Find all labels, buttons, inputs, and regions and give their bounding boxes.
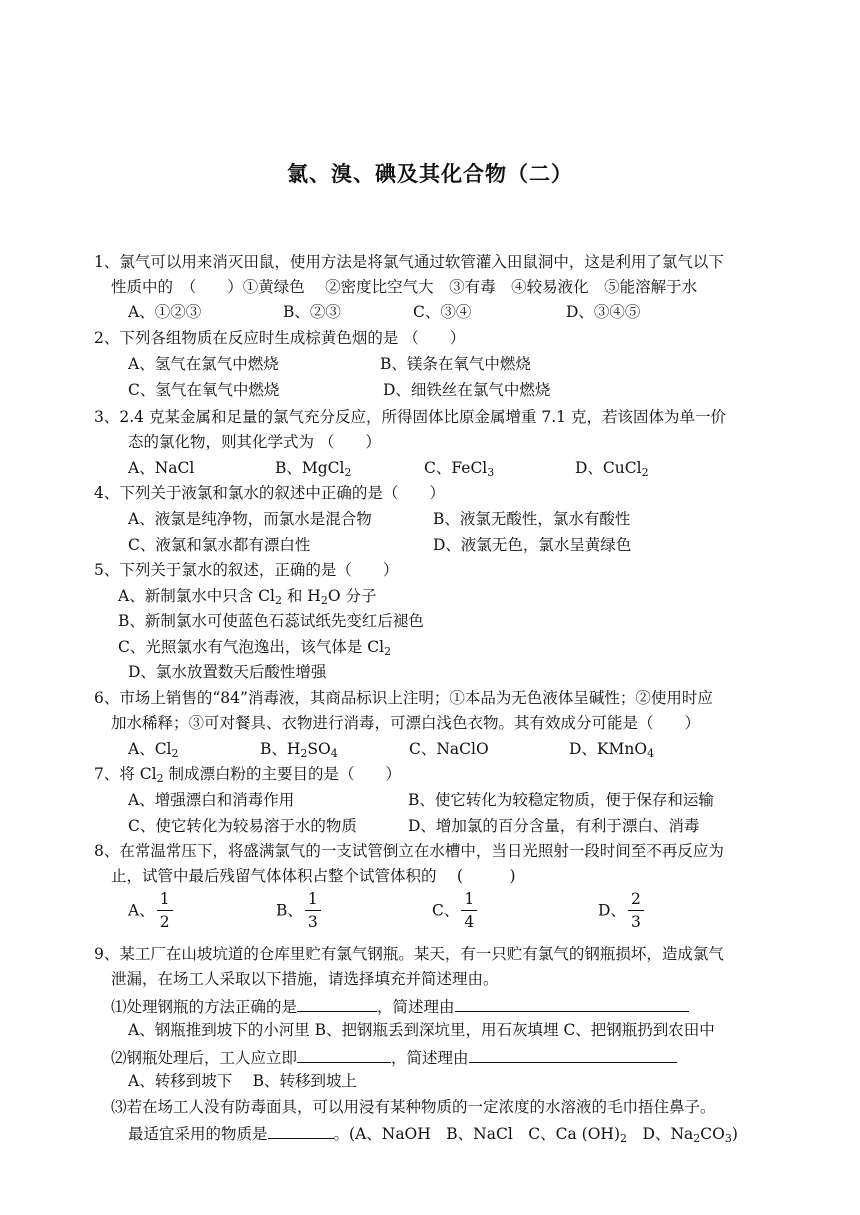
q6-stem-line1: 6、市场上销售的“84”消毒液，其商品标识上注明；①本品为无色液体呈碱性；②使用时应	[94, 689, 713, 707]
q4-options-row1	[0, 509, 860, 529]
q7-option-d: D、增加氯的百分含量，有利于漂白、消毒	[408, 817, 700, 835]
q2-option-b: B、镁条在氧气中燃烧	[380, 355, 531, 373]
q7-options-row1	[0, 790, 860, 810]
q1-stem-line1: 1、氯气可以用来消灭田鼠，使用方法是将氯气通过软管灌入田鼠洞中，这是利用了氯气以下	[94, 253, 724, 271]
q5-option-c-pre: C、光照氯水有气泡逸出，该气体是 Cl	[118, 638, 385, 656]
q2-options-row2	[0, 380, 860, 400]
q9-part3-line1: ⑶若在场工人没有防毒面具，可以用浸有某种物质的一定浓度的水溶液的毛巾捂住鼻子。	[111, 1098, 716, 1116]
q6-option-b	[260, 739, 338, 759]
q9-part1-prompt: ⑴处理钢瓶的方法正确的是	[111, 998, 298, 1016]
q5-option-b: B、新制氯水可使蓝色石蕊试纸先变红后褪色	[118, 612, 424, 630]
q8-option-c-label: C、	[432, 901, 460, 920]
q8-option-b-denominator: 3	[307, 913, 318, 931]
q3-options	[0, 458, 860, 478]
q5-option-a-sub2: 2	[320, 594, 328, 607]
q9-stem-line2: 泄漏，在场工人采取以下措施，请选择填充并简述理由。	[111, 970, 499, 988]
q6-option-b-sub: 2	[300, 747, 308, 760]
q8-option-a-fraction	[157, 889, 173, 932]
q8-option-b-fraction	[305, 889, 321, 932]
q9-part3-options-end: )	[731, 1125, 738, 1143]
q9-part1	[111, 995, 689, 1017]
q9-part3-prompt: 最适宜采用的物质是	[128, 1125, 268, 1143]
q9-part3-sub2: 2	[693, 1132, 701, 1145]
q4-stem: 4、下列关于液氯和氯水的叙述中正确的是（ ）	[94, 484, 445, 502]
q9-part1-reason-label: ，简述理由	[377, 998, 455, 1016]
q9-part2-options: A、转移到坡下 B、转移到坡上	[128, 1072, 358, 1090]
q5-option-d: D、氯水放置数天后酸性增强	[128, 663, 327, 681]
q8-option-c-numerator: 1	[461, 889, 477, 911]
q9-part1-reason-blank[interactable]	[455, 995, 689, 1012]
q5-option-a	[118, 586, 376, 606]
q3-option-c	[424, 458, 494, 478]
q6-option-a-text: A、Cl	[128, 740, 172, 758]
q8-option-a-numerator: 1	[157, 889, 173, 911]
q1-option-c: C、③④	[413, 303, 472, 321]
q5-option-a-post: O 分子	[327, 587, 377, 605]
q3-option-a: A、NaCl	[128, 459, 195, 477]
q7-stem-post: 制成漂白粉的主要目的是（ ）	[163, 765, 402, 783]
q9-part2	[111, 1046, 677, 1068]
q9-part2-prompt: ⑵钢瓶处理后，工人应立即	[111, 1049, 298, 1067]
q8-option-d-fraction	[628, 889, 644, 932]
q3-stem-line2: 态的氯化物，则其化学式为 （ ）	[128, 433, 381, 451]
q3-option-d-sub: 2	[641, 466, 649, 479]
q6-option-b-post: SO	[307, 740, 331, 758]
q6-option-d-sub: 4	[647, 747, 655, 760]
q1-option-d: D、③④⑤	[566, 303, 641, 321]
q1-stem-line2: 性质中的 （ ）①黄绿色 ②密度比空气大 ③有毒 ④较易液化 ⑤能溶解于水	[111, 278, 698, 296]
q5-option-c-sub: 2	[384, 645, 392, 658]
q6-option-c: C、NaClO	[409, 740, 489, 758]
q7-stem-pre: 7、将 Cl	[94, 765, 157, 783]
q9-part2-reason-label: ，简述理由	[391, 1049, 469, 1067]
q5-option-a-sub1: 2	[274, 594, 282, 607]
q6-option-b-sub2: 4	[330, 747, 338, 760]
q1-options	[0, 302, 860, 322]
q8-option-a	[128, 889, 173, 932]
q9-part1-options: A、钢瓶推到坡下的小河里 B、把钢瓶丢到深坑里，用石灰填埋 C、把钢瓶扔到农田中	[128, 1021, 715, 1039]
q6-option-a-sub: 2	[171, 747, 179, 760]
q9-part3-sub1: 2	[620, 1132, 628, 1145]
q6-options	[0, 739, 860, 759]
q6-option-d-text: D、KMnO	[569, 740, 648, 758]
q4-options-row2	[0, 535, 860, 555]
q9-part2-answer-blank[interactable]	[297, 1046, 391, 1063]
q2-option-a: A、氢气在氯气中燃烧	[128, 355, 279, 373]
q8-stem-line2: 止，试管中最后残留气体体积占整个试管体积的 ( )	[111, 867, 516, 885]
q9-part2-reason-blank[interactable]	[469, 1046, 677, 1063]
q4-option-c: C、液氯和氯水都有漂白性	[128, 536, 311, 554]
q3-option-b-text: B、MgCl	[275, 459, 345, 477]
q8-option-b-numerator: 1	[305, 889, 321, 911]
q7-stem	[94, 764, 401, 784]
q8-option-b-label: B、	[276, 901, 303, 920]
q2-stem: 2、下列各组物质在反应时生成棕黄色烟的是 （ ）	[94, 329, 466, 347]
q8-option-c	[432, 889, 477, 932]
q7-options-row2	[0, 816, 860, 836]
q9-part3-sub3: 3	[724, 1132, 732, 1145]
q7-option-c: C、使它转化为较易溶于水的物质	[128, 817, 357, 835]
q8-options	[0, 889, 860, 933]
q8-option-d-numerator: 2	[628, 889, 644, 911]
q5-stem: 5、下列关于氯水的叙述，正确的是（ ）	[94, 561, 399, 579]
q3-option-c-sub: 3	[487, 466, 495, 479]
q9-part1-answer-blank[interactable]	[297, 995, 377, 1012]
q7-stem-sub: 2	[156, 772, 164, 785]
q2-option-d: D、细铁丝在氯气中燃烧	[383, 381, 551, 399]
q8-option-d-denominator: 3	[630, 913, 641, 931]
q7-option-a: A、增强漂白和消毒作用	[128, 791, 295, 809]
q8-option-a-label: A、	[128, 901, 155, 920]
q3-option-b	[275, 458, 352, 478]
q5-option-a-pre: A、新制氯水中只含 Cl	[118, 587, 275, 605]
q9-part3-options-3: CO	[700, 1125, 725, 1143]
q8-option-b	[276, 889, 321, 932]
q9-part3-options-2: D、Na	[627, 1125, 694, 1143]
q8-option-d	[598, 889, 644, 932]
q6-option-a	[128, 739, 179, 759]
q6-stem-line2: 加水稀释；③可对餐具、衣物进行消毒，可漂白浅色衣物。其有效成分可能是（ ）	[111, 714, 701, 732]
q8-option-c-denominator: 4	[464, 913, 475, 931]
q8-option-d-label: D、	[598, 901, 626, 920]
q6-option-d	[569, 739, 654, 759]
q6-option-b-pre: B、H	[260, 740, 301, 758]
q9-stem-line1: 9、某工厂在山坡坑道的仓库里贮有氯气钢瓶。某天，有一只贮有氯气的钢瓶损坏，造成氯气	[94, 945, 724, 963]
q2-option-c: C、氢气在氧气中燃烧	[128, 381, 280, 399]
q5-option-a-mid: 和 H	[281, 587, 321, 605]
q1-option-a: A、①②③	[128, 303, 202, 321]
q3-option-d-text: D、CuCl	[575, 459, 642, 477]
q8-option-a-denominator: 2	[159, 913, 170, 931]
q4-option-b: B、液氯无酸性，氯水有酸性	[433, 510, 631, 528]
q9-part3-answer-blank[interactable]	[268, 1122, 334, 1139]
q3-option-b-sub: 2	[344, 466, 352, 479]
q1-option-b: B、②③	[283, 303, 341, 321]
q4-option-a: A、液氯是纯净物，而氯水是混合物	[128, 510, 372, 528]
q5-option-c	[118, 637, 391, 657]
page-title: 氯、溴、碘及其化合物（二）	[287, 161, 573, 186]
q7-option-b: B、使它转化为较稳定物质，便于保存和运输	[408, 791, 714, 809]
q4-option-d: D、液氯无色，氯水呈黄绿色	[433, 536, 632, 554]
q2-options-row1	[0, 354, 860, 374]
q8-stem-line1: 8、在常温常压下，将盛满氯气的一支试管倒立在水槽中，当日光照射一段时间至不再反应为	[94, 842, 724, 860]
q9-part3-options-1: 。(A、NaOH B、NaCl C、Ca (OH)	[333, 1125, 621, 1143]
q9-part3-line2	[128, 1122, 738, 1144]
q8-option-c-fraction	[461, 889, 477, 932]
q3-stem-line1: 3、2.4 克某金属和足量的氯气充分反应，所得固体比原金属增重 7.1 克，若该固体为单一价	[94, 408, 726, 426]
q3-option-d	[575, 458, 649, 478]
q3-option-c-text: C、FeCl	[424, 459, 488, 477]
